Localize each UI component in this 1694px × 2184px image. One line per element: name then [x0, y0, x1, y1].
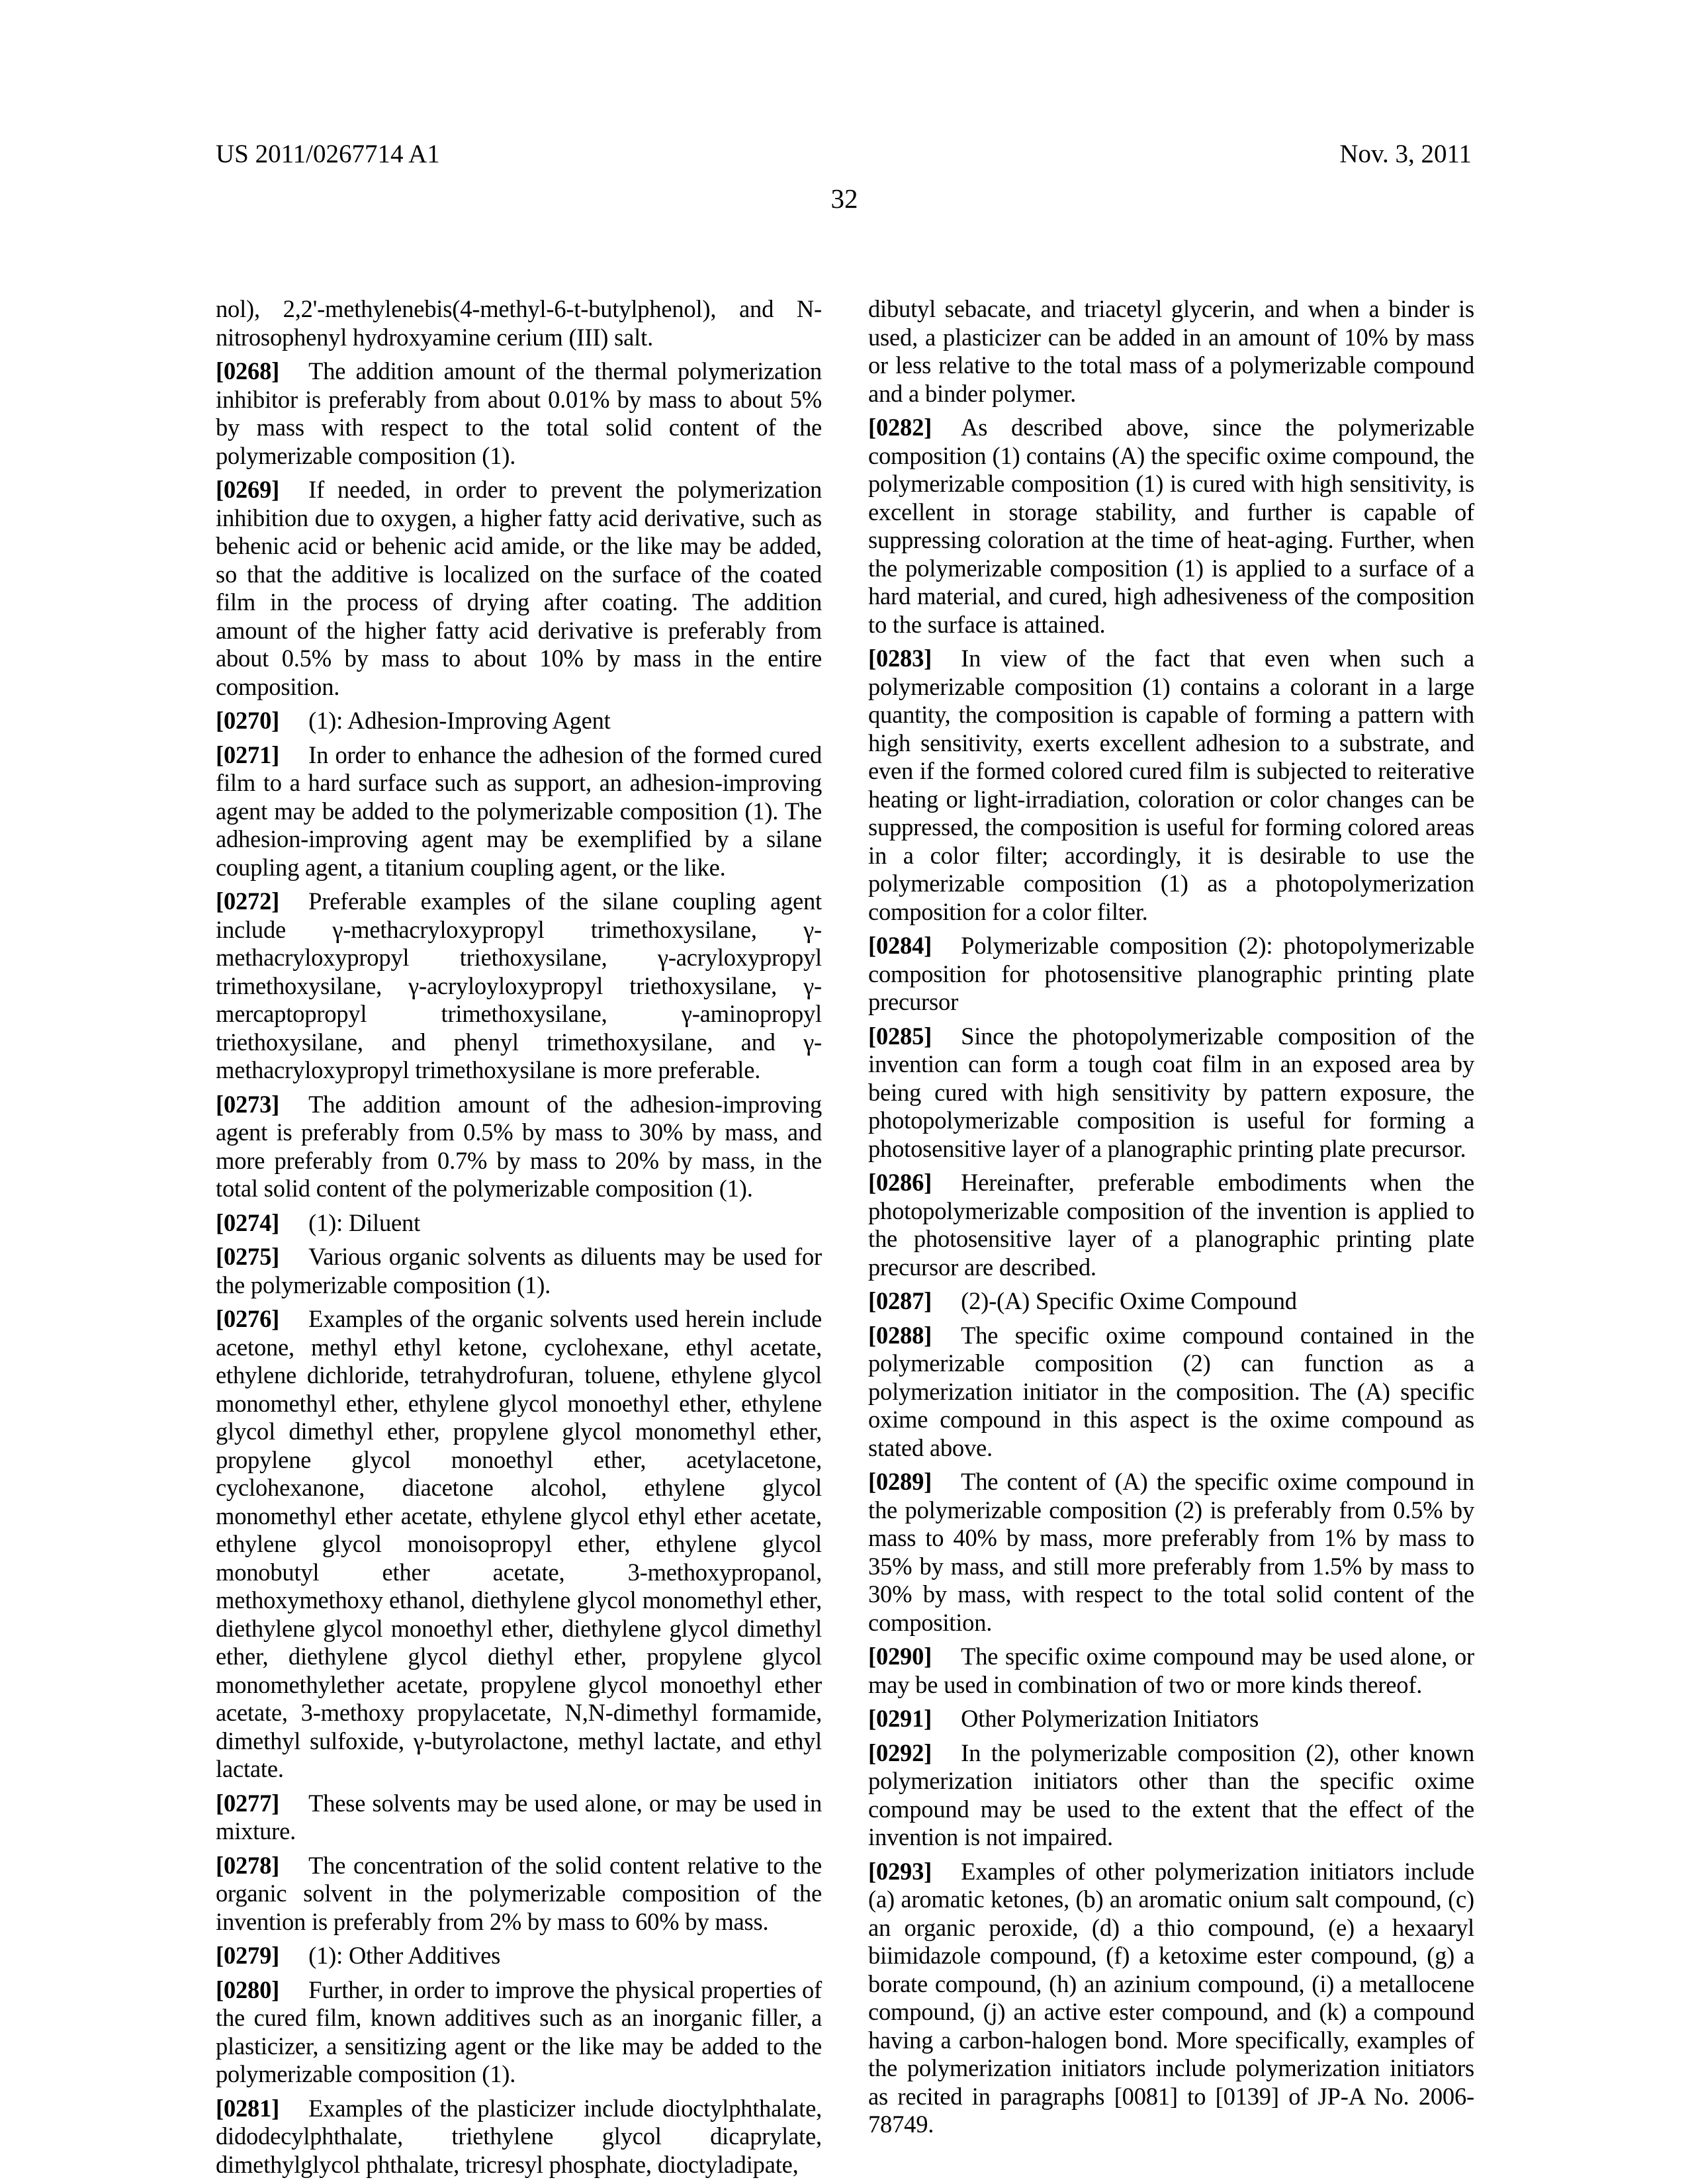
- paragraph-tag: [0280]: [216, 1976, 280, 2003]
- paragraph-tag: [0271]: [216, 741, 280, 768]
- page-number: 32: [830, 183, 858, 214]
- paragraph-tag: [0277]: [216, 1789, 280, 1817]
- paragraph-0281: [0281] Examples of the plasticizer include dioctylphthalate, didodecylphthalate, triethylene glycol dicaprylate, dimethylglycol phthalate, tricresyl phosphate, dioctyladipate,: [216, 2094, 822, 2178]
- paragraph-tag: [0270]: [216, 707, 280, 734]
- publication-date: Nov. 3, 2011: [1339, 140, 1472, 168]
- paragraph-tag: [0292]: [868, 1739, 932, 1766]
- paragraph-tag: [0290]: [868, 1643, 932, 1670]
- paragraph-tag: [0281]: [216, 2094, 280, 2122]
- paragraph-0272: [0272] Preferable examples of the silane coupling agent include γ-methacryloxypropyl trimethoxysilane, γ-methacryloxypropyl triethoxysilane, γ-acryloxypropyl trimethoxysilane, γ-acryloyloxypropyl triethoxysilane, γ-mercaptopropyl trimethoxysilane, γ-aminopropyl triethoxysilane, and phenyl trimethoxysilane, and γ-methacryloxypropyl trimethoxysilane is more preferable.: [216, 887, 822, 1083]
- right-column: [868, 295, 1474, 2145]
- paragraph-tag: [0284]: [868, 932, 932, 959]
- paragraph-0271: [0271] In order to enhance the adhesion of the formed cured film to a hard surface such as support, an adhesion-improving agent may be added to the polymerizable composition (1). The adhesion-improving agent may be exemplified by a silane coupling agent, a titanium coupling agent, or the like.: [216, 741, 822, 881]
- paragraph-0290: [0290] The specific oxime compound may be used alone, or may be used in combination of two or more kinds thereof.: [868, 1643, 1474, 1698]
- paragraph-0293: [0293] Examples of other polymerization initiators include (a) aromatic ketones, (b) an aromatic onium salt compound, (c) an organic peroxide, (d) a thio compound, (e) a hexaaryl biimidazole compound, (f) a ketoxime ester compound, (g) a borate compound, (h) an azinium compound, (i) a metallocene compound, (j) an active ester compound, and (k) a compound having a carbon-halogen bond. More specifically, examples of the polymerization initiators include polymerization initiators as recited in paragraphs [0081] to [0139] of JP-A No. 2006-78749.: [868, 1857, 1474, 2138]
- paragraph-tag: [0274]: [216, 1208, 280, 1236]
- patent-number: US 2011/0267714 A1: [216, 140, 440, 168]
- paragraph-0278: [0278] The concentration of the solid content relative to the organic solvent in the polymerizable composition of the invention is preferably from 2% by mass to 60% by mass.: [216, 1851, 822, 1935]
- paragraph-tag: [0285]: [868, 1022, 932, 1050]
- paragraph-tag: [0273]: [216, 1090, 280, 1118]
- paragraph-0287: [0287] (2)-(A) Specific Oxime Compound: [868, 1287, 1297, 1314]
- paragraph-0268: [0268] The addition amount of the thermal polymerization inhibitor is preferably from about 0.01% by mass to about 5% by mass with respect to the total solid content of the polymerizable composition (1).: [216, 357, 822, 469]
- paragraph-0292: [0292] In the polymerizable composition (2), other known polymerization initiators other than the specific oxime compound may be used to the extent that the effect of the invention is not impaired.: [868, 1739, 1474, 1850]
- paragraph-tag: [0276]: [216, 1305, 280, 1332]
- paragraph-tag: [0269]: [216, 476, 280, 503]
- paragraph-0283: [0283] In view of the fact that even when such a polymerizable composition (1) contains a colorant in a large quantity, the composition is capable of forming a pattern with high sensitivity, exerts excellent adhesion to a substrate, and even if the formed colored cured film is subjected to reiterative heating or light-irradiation, coloration or color changes can be suppressed, the composition is useful for forming colored areas in a color filter; accordingly, it is desirable to use the polymerizable composition (1) as a photopolymerization composition for a color filter.: [868, 645, 1474, 925]
- paragraph-continuation: dibutyl sebacate, and triacetyl glycerin, and when a binder is used, a plasticizer can be added in an amount of 10% by mass or less relative to the total mass of a polymerizable compound and a binder polymer.: [868, 295, 1474, 407]
- left-column: [216, 295, 822, 2184]
- paragraph-0276: [0276] Examples of the organic solvents used herein include acetone, methyl ethyl ketone, cyclohexane, ethyl acetate, ethylene dichloride, tetrahydrofuran, toluene, ethylene glycol monomethyl ether, ethylene glycol monoethyl ether, ethylene glycol dimethyl ether, propylene glycol monomethyl ether, propylene glycol monoethyl ether, acetylacetone, cyclohexanone, diacetone alcohol, ethylene glycol monomethyl ether acetate, ethylene glycol ethyl ether acetate, ethylene glycol monoisopropyl ether, ethylene glycol monobutyl ether acetate, 3-methoxypropanol, methoxymethoxy ethanol, diethylene glycol monomethyl ether, diethylene glycol monoethyl ether, diethylene glycol dimethyl ether, diethylene glycol diethyl ether, propylene glycol monomethylether acetate, propylene glycol monoethyl ether acetate, 3-methoxy propylacetate, N,N-dimethyl formamide, dimethyl sulfoxide, γ-butyrolactone, methyl lactate, and ethyl lactate.: [216, 1305, 822, 1782]
- paragraph-0275: [0275] Various organic solvents as diluents may be used for the polymerizable composition (1).: [216, 1243, 822, 1298]
- paragraph-0273: [0273] The addition amount of the adhesion-improving agent is preferably from 0.5% by mass to 30% by mass, and more preferably from 0.7% by mass to 20% by mass, in the total solid content of the polymerizable composition (1).: [216, 1090, 822, 1202]
- paragraph-0277: [0277] These solvents may be used alone, or may be used in mixture.: [216, 1789, 822, 1844]
- paragraph-tag: [0288]: [868, 1321, 932, 1349]
- paragraph-tag: [0268]: [216, 357, 280, 385]
- paragraph-tag: [0289]: [868, 1468, 932, 1495]
- paragraph-continuation: nol), 2,2'-methylenebis(4-methyl-6-t-butylphenol), and N-nitrosophenyl hydroxyamine cerium (III) salt.: [216, 295, 822, 351]
- paragraph-tag: [0278]: [216, 1851, 280, 1879]
- paragraph-tag: [0272]: [216, 887, 280, 915]
- paragraph-0285: [0285] Since the photopolymerizable composition of the invention can form a tough coat film in an exposed area by being cured with high sensitivity by pattern exposure, the photopolymerizable composition is useful for forming a photosensitive layer of a planographic printing plate precursor.: [868, 1022, 1474, 1162]
- paragraph-0284: [0284] Polymerizable composition (2): photopolymerizable composition for photosensitive planographic printing plate precursor: [868, 932, 1474, 1015]
- paragraph-tag: [0293]: [868, 1857, 932, 1885]
- paragraph-tag: [0282]: [868, 414, 932, 441]
- paragraph-0291: [0291] Other Polymerization Initiators: [868, 1705, 1259, 1732]
- paragraph-tag: [0291]: [868, 1705, 932, 1732]
- paragraph-0270: [0270] (1): Adhesion-Improving Agent: [216, 707, 611, 734]
- paragraph-0286: [0286] Hereinafter, preferable embodiments when the photopolymerizable composition of the invention is applied to the photosensitive layer of a planographic printing plate precursor are described.: [868, 1169, 1474, 1281]
- paragraph-0288: [0288] The specific oxime compound contained in the polymerizable composition (2) can function as a polymerization initiator in the composition. The (A) specific oxime compound in this aspect is the oxime compound as stated above.: [868, 1321, 1474, 1461]
- paragraph-tag: [0283]: [868, 645, 932, 672]
- paragraph-0289: [0289] The content of (A) the specific oxime compound in the polymerizable composition (2) is preferably from 0.5% by mass to 40% by mass, more preferably from 1% by mass to 35% by mass, and still more preferably from 1.5% by mass to 30% by mass, with respect to the total solid content of the composition.: [868, 1468, 1474, 1636]
- paragraph-0269: [0269] If needed, in order to prevent the polymerization inhibition due to oxygen, a higher fatty acid derivative, such as behenic acid or behenic acid amide, or the like may be added, so that the additive is localized on the surface of the coated film in the process of drying after coating. The addition amount of the higher fatty acid derivative is preferably from about 0.5% by mass to about 10% by mass in the entire composition.: [216, 476, 822, 700]
- paragraph-tag: [0286]: [868, 1169, 932, 1196]
- paragraph-0274: [0274] (1): Diluent: [216, 1208, 421, 1236]
- paragraph-tag: [0279]: [216, 1942, 280, 1969]
- paragraph-tag: [0287]: [868, 1287, 932, 1314]
- paragraph-tag: [0275]: [216, 1243, 280, 1270]
- paragraph-0282: [0282] As described above, since the polymerizable composition (1) contains (A) the specific oxime compound, the polymerizable composition (1) is cured with high sensitivity, is excellent in storage stability, and further is capable of suppressing coloration at the time of heat-aging. Further, when the polymerizable composition (1) is applied to a surface of a hard material, and cured, high adhesiveness of the composition to the surface is attained.: [868, 414, 1474, 638]
- paragraph-0279: [0279] (1): Other Additives: [216, 1942, 501, 1969]
- paragraph-0280: [0280] Further, in order to improve the physical properties of the cured film, known additives such as an inorganic filler, a plasticizer, a sensitizing agent or the like may be added to the polymerizable composition (1).: [216, 1976, 822, 2087]
